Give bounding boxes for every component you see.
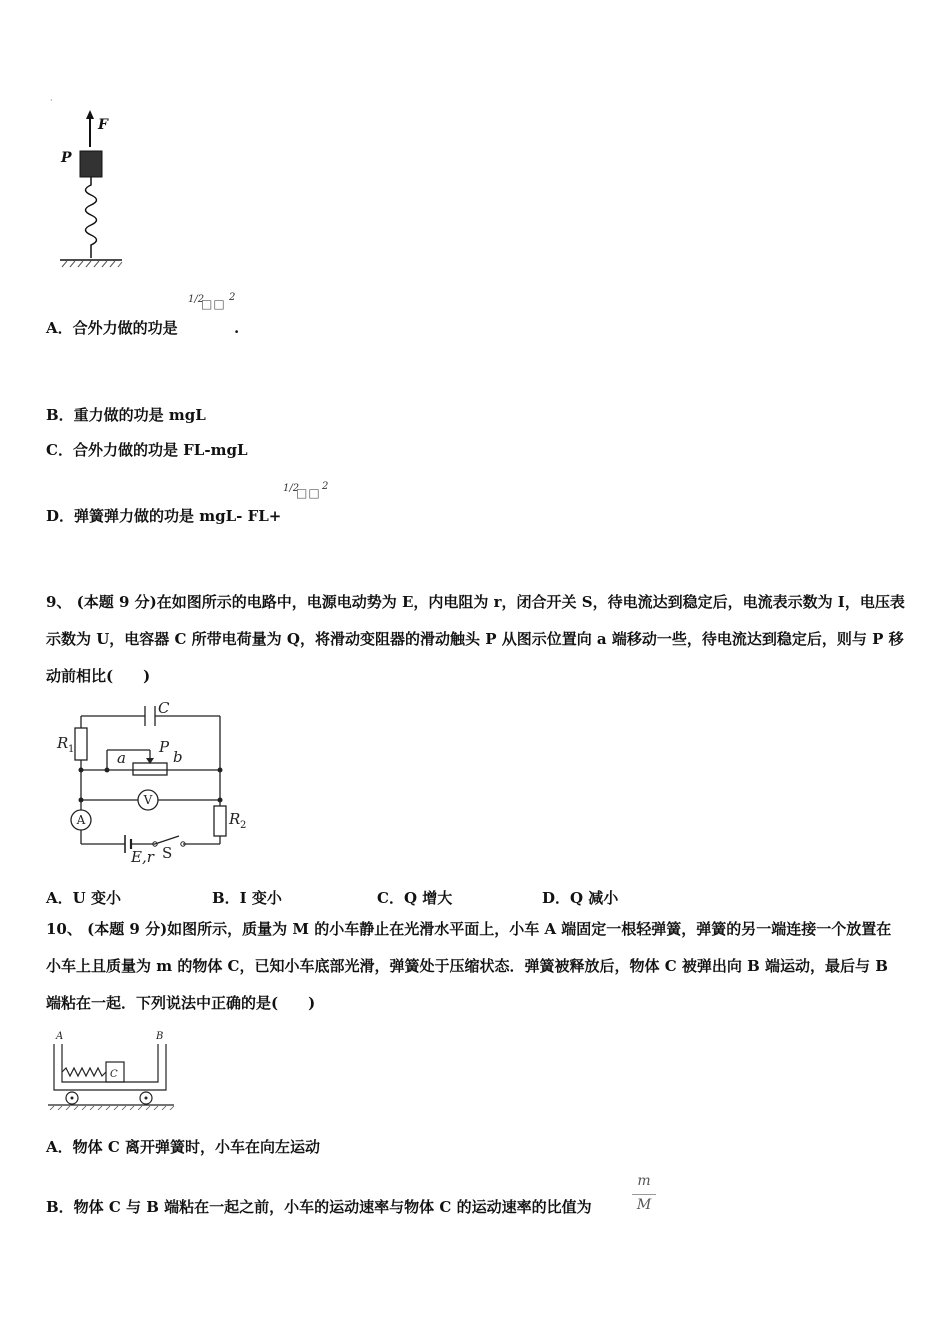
svg-text:·: · <box>50 96 53 105</box>
q10-stem: 10、 (本题 9 分)如图所示，质量为 M 的小车静止在光滑水平面上，小车 A 端固定一根轻弹簧，弹簧的另一端连接一个放置在小车上且质量为 m 的物体 C，已知小车底部光滑，弹簧处于压缩状态．弹簧被释放后，物体 C 被弹出向 B 端运动，最后与 B 端粘在一起．下列说法中正确的是( ) <box>46 920 892 1012</box>
r1-sub: 1 <box>68 744 75 755</box>
terminal-b-label: b <box>173 748 183 766</box>
block-label: P <box>61 150 72 166</box>
q9-stem: 9、 (本题 9 分)在如图所示的电路中，电源电动势为 E，内电阻为 r，闭合开关 S，待电流达到稳定后，电流表示数为 I，电压表示数为 U，电容器 C 所带电荷量为 Q，将滑动变阻器的滑动触头 P 从图示位置向 a 端移动一些，待电流达到稳定后，则与 P 移动前相比( ) <box>46 593 905 685</box>
r1-label: R <box>57 734 69 752</box>
spring-block-figure <box>50 95 130 270</box>
q8-option-d: D．弹簧弹力做的功是 mgL- FL+ <box>46 507 282 525</box>
q8-option-a-text: A．合外力做的功是 <box>46 319 178 337</box>
q8-option-c: C．合外力做的功是 FL-mgL <box>46 441 248 459</box>
voltmeter-label: V <box>143 793 153 807</box>
q8-option-b: B．重力做的功是 mgL <box>46 406 206 424</box>
q8-a-period: . <box>234 319 240 337</box>
switch-label: S <box>162 844 173 862</box>
ammeter-label: A <box>76 813 86 827</box>
q8-d-half: 1/2 <box>283 483 300 494</box>
source-label: E,r <box>131 848 154 866</box>
cart-end-a-label: A <box>56 1031 64 1042</box>
capacitor-label: C <box>158 699 170 717</box>
q9-option-b: B．I 变小 <box>212 889 282 907</box>
q8-d-exp: 2 <box>322 481 329 492</box>
q8-a-half: 1/2 <box>188 294 205 305</box>
q8-option-a <box>46 318 178 338</box>
q9-option-d: D．Q 减小 <box>542 889 619 907</box>
terminal-a-label: a <box>117 749 126 767</box>
slider-p-label: P <box>159 738 170 756</box>
circuit-figure <box>55 698 255 868</box>
r2-sub: 2 <box>240 820 247 831</box>
r2-label: R <box>229 810 241 828</box>
q9-option-a: A．U 变小 <box>46 889 121 907</box>
block-c-label: C <box>110 1069 118 1080</box>
q8-d-boxes: □□ <box>296 486 321 500</box>
ratio-fraction-bar <box>632 1194 656 1195</box>
q10-option-a: A．物体 C 离开弹簧时，小车在向左运动 <box>46 1138 321 1156</box>
q8-a-boxes: □□ <box>201 297 226 311</box>
ratio-numerator: m <box>637 1173 651 1189</box>
cart-end-b-label: B <box>156 1031 164 1042</box>
q8-a-exp: 2 <box>229 292 236 303</box>
ratio-denominator: M <box>636 1197 652 1213</box>
q10-option-b: B．物体 C 与 B 端粘在一起之前，小车的运动速率与物体 C 的运动速率的比值为 <box>46 1198 592 1216</box>
q9-option-c: C．Q 增大 <box>377 889 453 907</box>
cart-figure <box>44 1028 184 1110</box>
force-label: F <box>98 117 108 133</box>
